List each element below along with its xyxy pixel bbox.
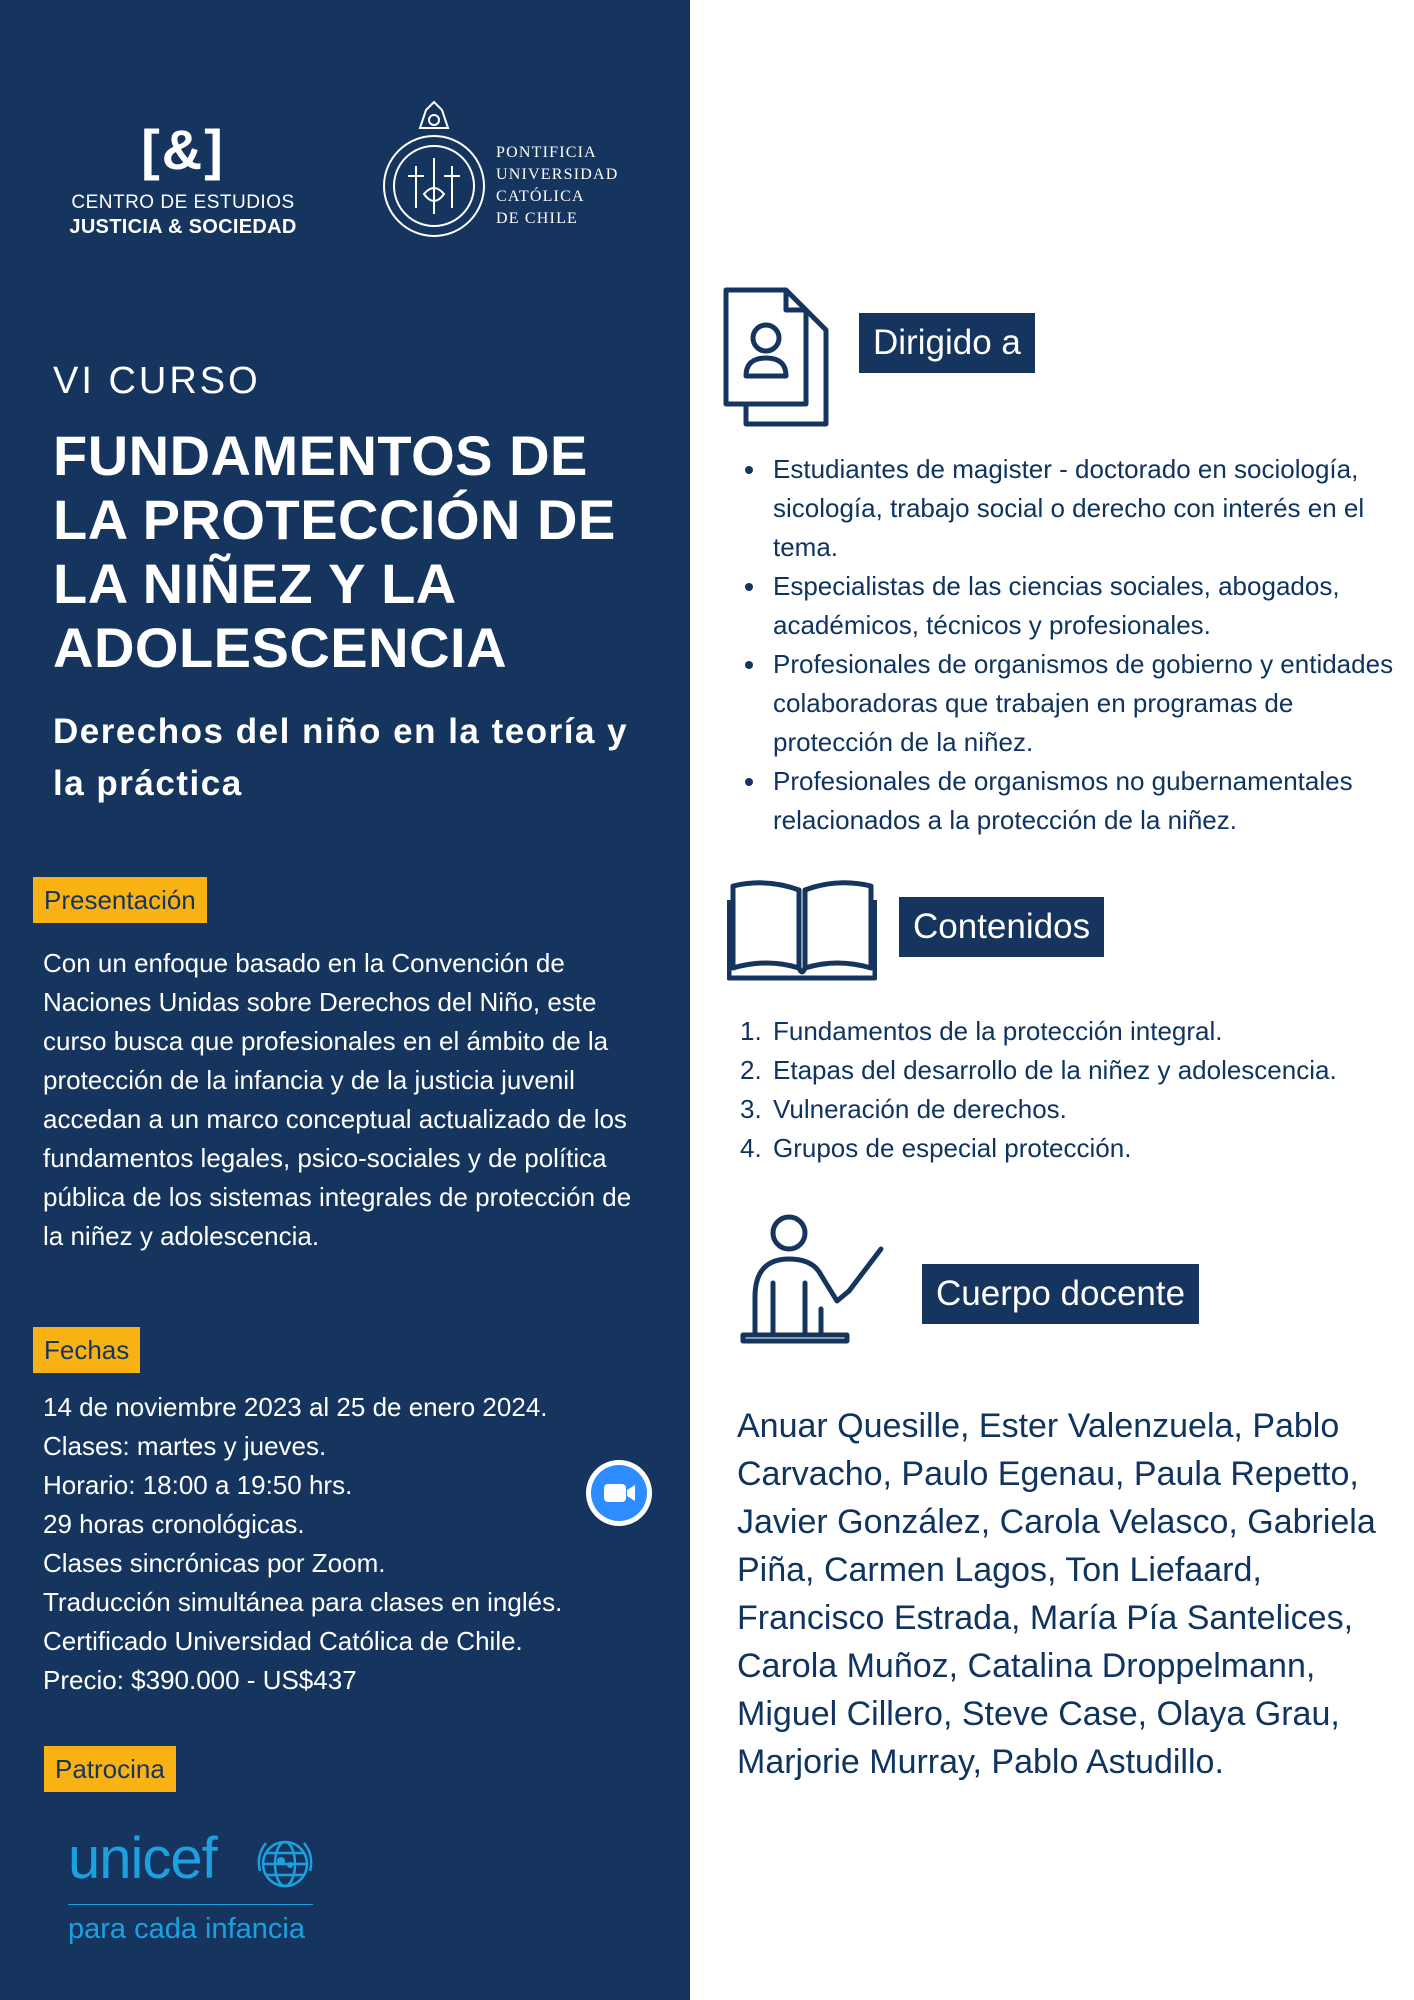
fechas-item: Clases sincrónicas por Zoom. bbox=[43, 1548, 386, 1578]
university-seal-icon bbox=[380, 98, 488, 242]
dirigido-item: Especialistas de las ciencias sociales, abogados, académicos, técnicos y profesionales. bbox=[740, 567, 1400, 645]
course-title: FUNDAMENTOS DE LA PROTECCIÓN DE LA NIÑEZ Y LA ADOLESCENCIA bbox=[53, 424, 616, 679]
ces-logo-mark: [&] bbox=[141, 118, 225, 181]
docentes-text: Anuar Quesille, Ester Valenzuela, Pablo Carvacho, Paulo Egenau, Paula Repetto, Javier González, Carola Velasco, Gabriela Piña, Carmen Lagos, Ton Liefaard, Francisco Estrada, María Pía Santelices, Carola Muñoz, Catalina Droppelmann, Miguel Cillero, Steve Case, Olaya Grau, Marjorie Murray, Pablo Astudillo. bbox=[737, 1407, 1376, 1781]
fechas-item: Clases: martes y jueves. bbox=[43, 1431, 327, 1461]
course-subtitle: Derechos del niño en la teoría y la práctica bbox=[53, 712, 629, 803]
contenidos-list bbox=[740, 1012, 1400, 1168]
contenidos-item bbox=[740, 1012, 1400, 1051]
contenidos-number: 2. bbox=[740, 1055, 762, 1085]
contenidos-number: 1. bbox=[740, 1016, 762, 1046]
contenidos-number: 3. bbox=[740, 1094, 762, 1124]
fechas-item: Precio: $390.000 - US$437 bbox=[43, 1665, 357, 1695]
teacher-icon bbox=[733, 1213, 888, 1353]
presentacion-text: Con un enfoque basado en la Convención de Naciones Unidas sobre Derechos del Niño, este curso busca que profesionales en el ámbito de la protección de la infancia y de la justicia juvenil accedan a un marco conceptual actualizado de los fundamentos legales, psico-sociales y de política pública de los sistemas integrales de protección de la niñez y adolescencia. bbox=[43, 948, 632, 1251]
unicef-brand: unicef bbox=[68, 1826, 217, 1891]
ces-logo-line1: CENTRO DE ESTUDIOS bbox=[71, 192, 295, 213]
dirigido-item: Profesionales de organismos no gubernamentales relacionados a la protección de la niñez. bbox=[740, 762, 1400, 840]
contenidos-number: 4. bbox=[740, 1133, 762, 1163]
course-kicker: VI CURSO bbox=[53, 360, 261, 402]
zoom-video-icon bbox=[586, 1460, 652, 1526]
uc-name-line: CATÓLICA bbox=[496, 188, 585, 205]
ces-logo bbox=[48, 118, 318, 239]
docente-heading: Cuerpo docente bbox=[922, 1264, 1199, 1324]
uc-name-line: DE CHILE bbox=[496, 210, 579, 227]
dirigido-list bbox=[740, 450, 1400, 840]
contenidos-item bbox=[740, 1129, 1400, 1168]
open-book-icon bbox=[727, 876, 877, 982]
contenidos-heading: Contenidos bbox=[899, 897, 1104, 957]
contenidos-text: Etapas del desarrollo de la niñez y adolescencia. bbox=[773, 1055, 1337, 1085]
left-panel bbox=[0, 0, 690, 2000]
uc-name bbox=[496, 142, 619, 230]
user-document-icon bbox=[722, 286, 832, 428]
uc-name-line: PONTIFICIA bbox=[496, 144, 597, 161]
dirigido-item: Estudiantes de magister - doctorado en sociología, sicología, trabajo social o derecho con interés en el tema. bbox=[740, 450, 1400, 567]
uc-name-line: UNIVERSIDAD bbox=[496, 166, 619, 183]
contenidos-item bbox=[740, 1090, 1400, 1129]
ces-logo-line2: JUSTICIA & SOCIEDAD bbox=[69, 216, 297, 238]
unicef-slogan: para cada infancia bbox=[68, 1904, 313, 1946]
fechas-item: Certificado Universidad Católica de Chile. bbox=[43, 1626, 523, 1656]
fechas-label: Fechas bbox=[33, 1327, 140, 1373]
fechas-item: 14 de noviembre 2023 al 25 de enero 2024. bbox=[43, 1392, 548, 1422]
contenidos-text: Grupos de especial protección. bbox=[773, 1133, 1132, 1163]
unicef-globe-icon bbox=[252, 1831, 318, 1897]
fechas-item: 29 horas cronológicas. bbox=[43, 1509, 305, 1539]
patrocina-label: Patrocina bbox=[44, 1746, 176, 1792]
fechas-list bbox=[43, 1388, 623, 1700]
contenidos-item bbox=[740, 1051, 1400, 1090]
presentacion-label: Presentación bbox=[33, 877, 207, 923]
contenidos-text: Vulneración de derechos. bbox=[773, 1094, 1067, 1124]
contenidos-text: Fundamentos de la protección integral. bbox=[773, 1016, 1223, 1046]
dirigido-item: Profesionales de organismos de gobierno y entidades colaboradoras que trabajen en programas de protección de la niñez. bbox=[740, 645, 1400, 762]
dirigido-heading: Dirigido a bbox=[859, 313, 1035, 373]
fechas-item: Horario: 18:00 a 19:50 hrs. bbox=[43, 1470, 353, 1500]
fechas-item: Traducción simultánea para clases en inglés. bbox=[43, 1587, 563, 1617]
